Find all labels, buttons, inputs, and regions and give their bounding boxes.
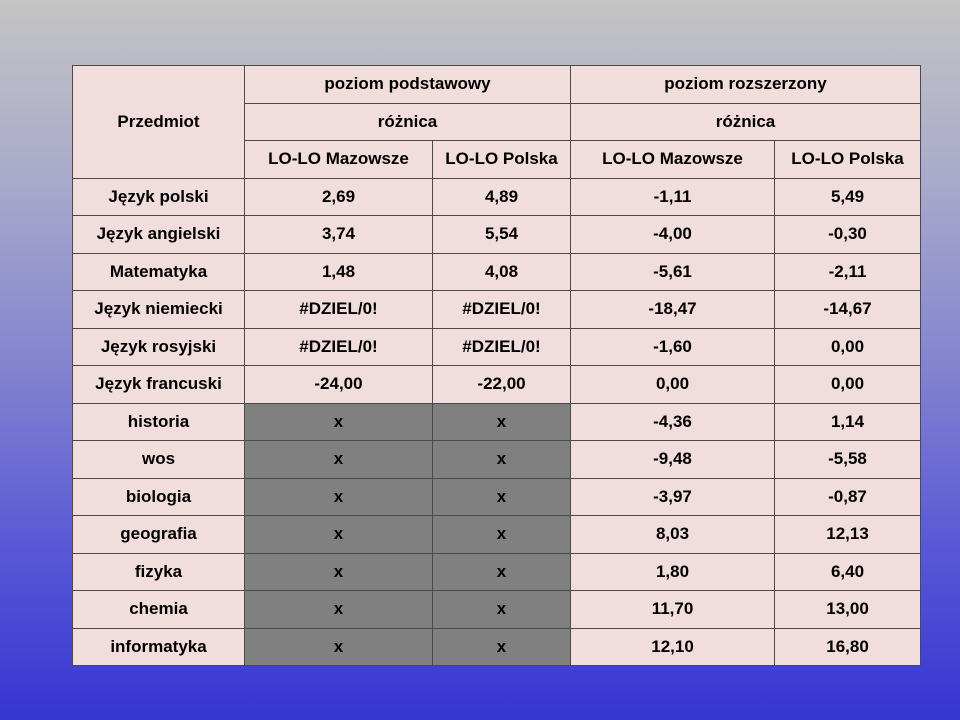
subject-cell: Język francuski	[73, 366, 245, 404]
extended-polska-cell: -14,67	[775, 291, 921, 329]
header-row-groups	[73, 66, 921, 104]
basic-mazowsze-cell: x	[245, 628, 433, 666]
extended-polska-cell: 1,14	[775, 403, 921, 441]
basic-mazowsze-cell: 2,69	[245, 178, 433, 216]
basic-polska-cell: 4,89	[433, 178, 571, 216]
subject-cell: informatyka	[73, 628, 245, 666]
basic-polska-cell: 4,08	[433, 253, 571, 291]
extended-mazowsze-cell: 12,10	[571, 628, 775, 666]
table-row	[73, 516, 921, 554]
subject-cell: chemia	[73, 591, 245, 629]
table-row	[73, 478, 921, 516]
basic-mazowsze-cell: x	[245, 441, 433, 479]
basic-polska-cell: 5,54	[433, 216, 571, 254]
basic-polska-cell: x	[433, 516, 571, 554]
header-extended-mazowsze: LO-LO Mazowsze	[571, 141, 775, 179]
basic-mazowsze-cell: x	[245, 478, 433, 516]
table-row	[73, 628, 921, 666]
extended-mazowsze-cell: -3,97	[571, 478, 775, 516]
extended-mazowsze-cell: 8,03	[571, 516, 775, 554]
extended-mazowsze-cell: 1,80	[571, 553, 775, 591]
basic-mazowsze-cell: x	[245, 553, 433, 591]
header-basic-level: poziom podstawowy	[245, 66, 571, 104]
basic-polska-cell: x	[433, 553, 571, 591]
subject-cell: fizyka	[73, 553, 245, 591]
subject-cell: Język polski	[73, 178, 245, 216]
header-extended-polska: LO-LO Polska	[775, 141, 921, 179]
extended-polska-cell: 12,13	[775, 516, 921, 554]
subject-cell: geografia	[73, 516, 245, 554]
table-row	[73, 253, 921, 291]
basic-mazowsze-cell: x	[245, 591, 433, 629]
basic-mazowsze-cell: #DZIEL/0!	[245, 328, 433, 366]
basic-mazowsze-cell: x	[245, 516, 433, 554]
extended-mazowsze-cell: -18,47	[571, 291, 775, 329]
header-extended-difference: różnica	[571, 103, 921, 141]
basic-mazowsze-cell: x	[245, 403, 433, 441]
table-row	[73, 178, 921, 216]
subject-cell: biologia	[73, 478, 245, 516]
subject-cell: Język angielski	[73, 216, 245, 254]
table-row	[73, 328, 921, 366]
subject-cell: Matematyka	[73, 253, 245, 291]
header-extended-level: poziom rozszerzony	[571, 66, 921, 104]
extended-polska-cell: 5,49	[775, 178, 921, 216]
table-row	[73, 403, 921, 441]
basic-mazowsze-cell: 1,48	[245, 253, 433, 291]
subject-cell: historia	[73, 403, 245, 441]
basic-polska-cell: x	[433, 403, 571, 441]
subject-cell: Język niemiecki	[73, 291, 245, 329]
extended-mazowsze-cell: -4,36	[571, 403, 775, 441]
table-body	[73, 178, 921, 666]
table-row	[73, 591, 921, 629]
basic-polska-cell: -22,00	[433, 366, 571, 404]
extended-mazowsze-cell: -1,11	[571, 178, 775, 216]
extended-mazowsze-cell: -5,61	[571, 253, 775, 291]
table-row	[73, 216, 921, 254]
extended-polska-cell: 0,00	[775, 328, 921, 366]
table-row	[73, 291, 921, 329]
extended-mazowsze-cell: -1,60	[571, 328, 775, 366]
table-row	[73, 366, 921, 404]
extended-mazowsze-cell: -4,00	[571, 216, 775, 254]
extended-mazowsze-cell: -9,48	[571, 441, 775, 479]
extended-polska-cell: -0,30	[775, 216, 921, 254]
table-row	[73, 441, 921, 479]
extended-polska-cell: -5,58	[775, 441, 921, 479]
basic-polska-cell: x	[433, 441, 571, 479]
extended-polska-cell: 0,00	[775, 366, 921, 404]
extended-polska-cell: 6,40	[775, 553, 921, 591]
basic-polska-cell: x	[433, 478, 571, 516]
basic-polska-cell: #DZIEL/0!	[433, 328, 571, 366]
basic-polska-cell: x	[433, 591, 571, 629]
results-table	[72, 65, 921, 666]
basic-mazowsze-cell: 3,74	[245, 216, 433, 254]
header-basic-difference: różnica	[245, 103, 571, 141]
extended-polska-cell: 13,00	[775, 591, 921, 629]
subject-cell: wos	[73, 441, 245, 479]
table-row	[73, 553, 921, 591]
basic-polska-cell: x	[433, 628, 571, 666]
extended-mazowsze-cell: 0,00	[571, 366, 775, 404]
basic-mazowsze-cell: -24,00	[245, 366, 433, 404]
extended-polska-cell: -0,87	[775, 478, 921, 516]
subject-cell: Język rosyjski	[73, 328, 245, 366]
basic-polska-cell: #DZIEL/0!	[433, 291, 571, 329]
header-basic-mazowsze: LO-LO Mazowsze	[245, 141, 433, 179]
extended-mazowsze-cell: 11,70	[571, 591, 775, 629]
extended-polska-cell: -2,11	[775, 253, 921, 291]
basic-mazowsze-cell: #DZIEL/0!	[245, 291, 433, 329]
header-basic-polska: LO-LO Polska	[433, 141, 571, 179]
header-subject: Przedmiot	[73, 66, 245, 179]
extended-polska-cell: 16,80	[775, 628, 921, 666]
